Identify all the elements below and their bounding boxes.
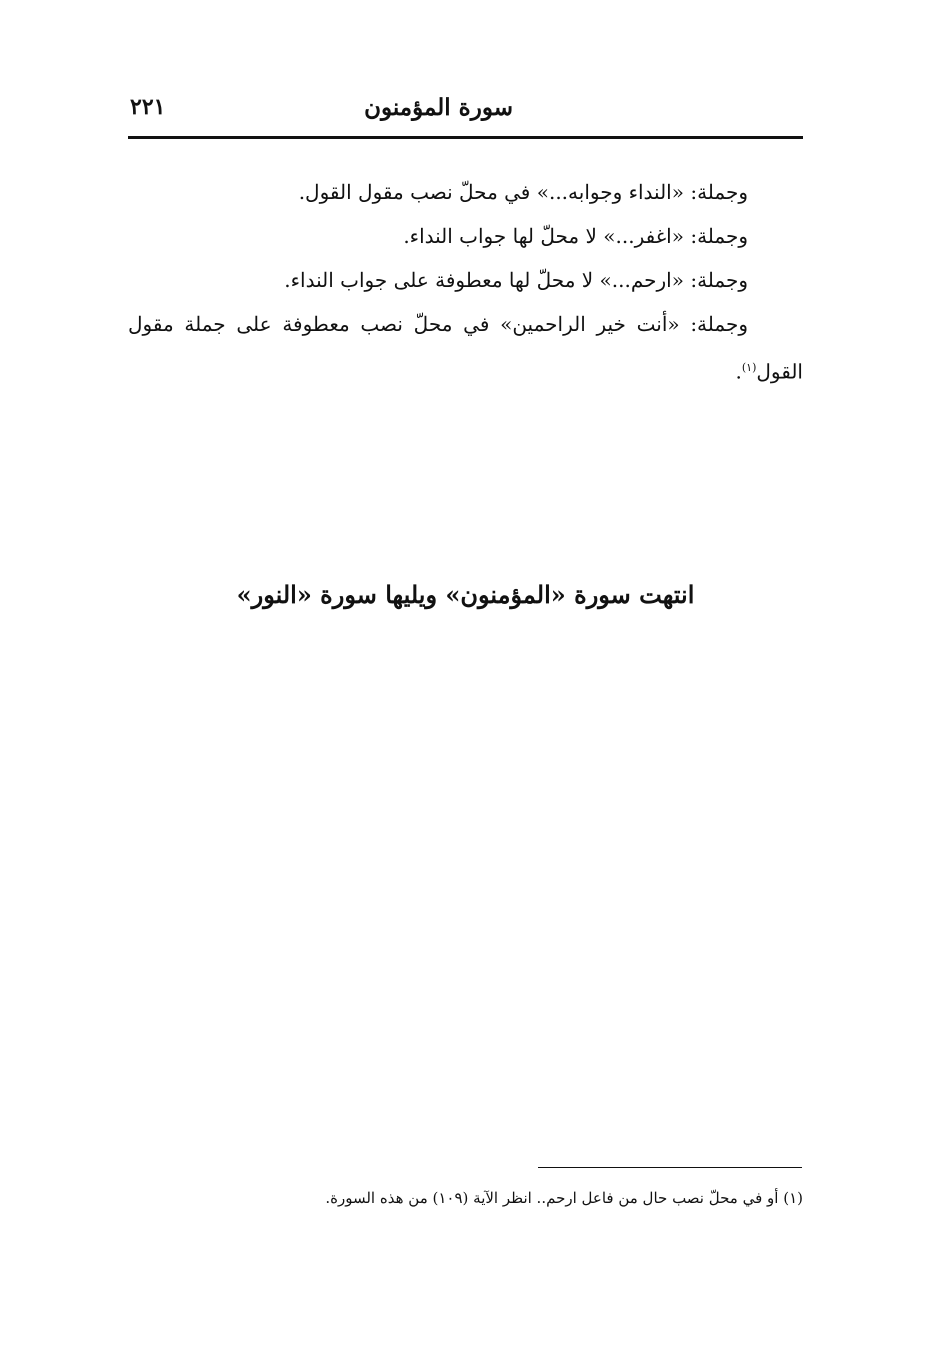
text-line-5 — [128, 346, 803, 390]
footnote: (١) أو في محلّ نصب حال من فاعل ارحم.. انظر الآية (١٠٩) من هذه السورة. — [325, 1189, 803, 1207]
surah-title: سورة المؤمنون — [364, 94, 513, 121]
footnote-divider — [538, 1167, 802, 1168]
page-header — [128, 92, 803, 132]
text-line-5-end: . — [735, 359, 742, 384]
surah-end-note: انتهت سورة «المؤمنون» ويليها سورة «النور» — [236, 580, 695, 609]
header-divider — [128, 136, 803, 139]
text-line-5-word: القول — [756, 359, 803, 384]
text-line-4: وجملة: «أنت خير الراحمين» في محلّ نصب معطوفة على جملة مقول — [128, 312, 748, 336]
main-text — [128, 170, 803, 390]
page-number: ٢٢١ — [130, 94, 166, 120]
text-line-1: وجملة: «النداء وجوابه...» في محلّ نصب مقول القول. — [298, 180, 748, 204]
footnote-reference: (١) — [741, 361, 757, 374]
text-line-3: وجملة: «ارحم...» لا محلّ لها معطوفة على جواب النداء. — [284, 268, 748, 292]
text-line-2: وجملة: «اغفر...» لا محلّ لها جواب النداء. — [403, 224, 748, 248]
